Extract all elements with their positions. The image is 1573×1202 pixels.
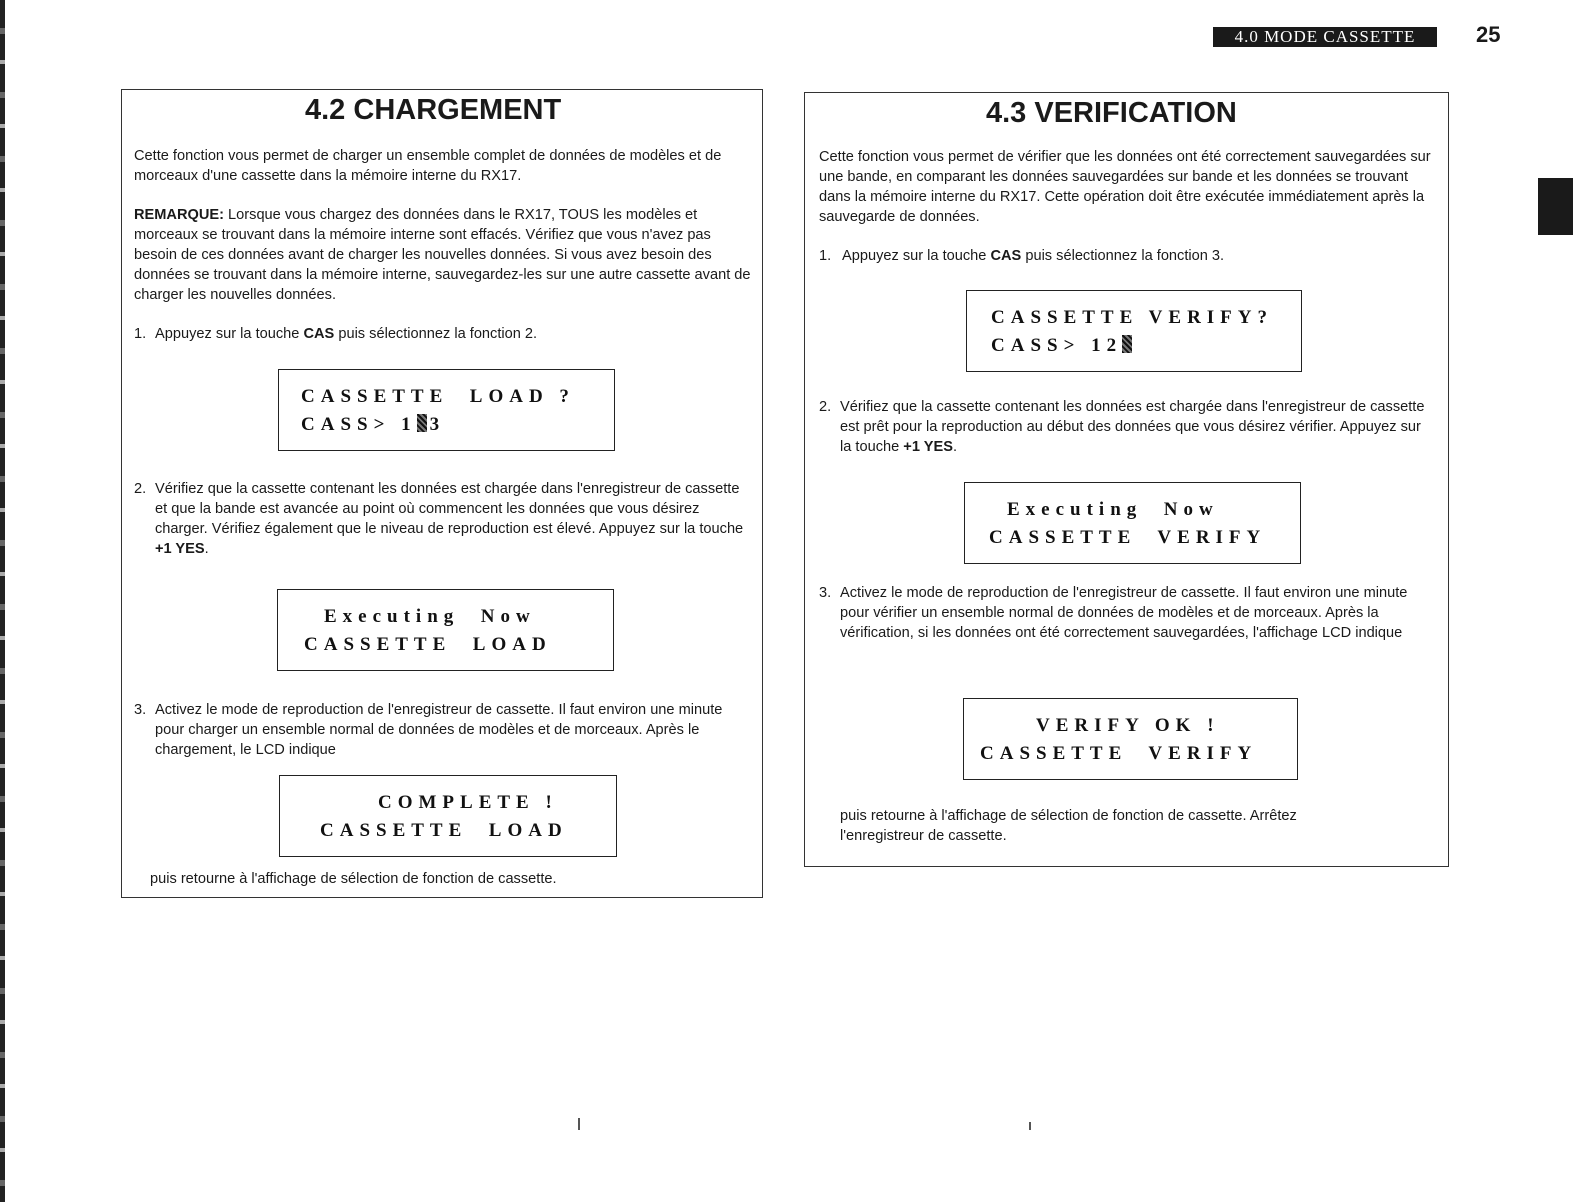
section-header-band: 4.0 MODE CASSETTE [1213, 27, 1437, 47]
remark-label: REMARQUE: [134, 207, 224, 223]
verification-title: 4.3 VERIFICATION [986, 97, 1237, 129]
lcd-executing-load [277, 589, 614, 671]
lcd-complete-load [279, 775, 617, 857]
page-number: 25 [1476, 22, 1501, 47]
lcd-cassette-load-select [278, 369, 615, 451]
lcd-line-1: VERIFY OK ! [1036, 715, 1220, 736]
scan-speck [578, 1118, 580, 1130]
step-text: Activez le mode de reproduction de l'enregistreur de cassette. Il faut environ une minute pour vérifier un ensemble normal de données de modèles et de morceaux. Après la vérification, si les données ont été correctement sauvegardées, l'affichage LCD indique [840, 585, 1408, 641]
lcd-line-1: CASSETTE VERIFY? [991, 307, 1274, 328]
lcd-cursor-icon [1122, 335, 1132, 353]
verification-step-3 [819, 583, 1431, 643]
key-cas: CAS [990, 248, 1022, 264]
verification-outro: puis retourne à l'affichage de sélection de fonction de cassette. Arrêtez l'enregistreur de cassette. [840, 808, 1297, 844]
verification-step-2 [819, 397, 1431, 457]
lcd-executing-verify [964, 482, 1301, 564]
lcd-verify-ok [963, 698, 1298, 780]
step-number: 3. [819, 585, 832, 601]
step-number: 1. [819, 248, 832, 264]
verification-step-1 [819, 246, 1429, 266]
lcd-line-1: Executing Now [324, 606, 536, 627]
verification-intro: Cette fonction vous permet de vérifier que les données ont été correctement sauvegardées sur une bande, en comparant les données sauvegardées sur bande et les données se trouvant dans la mémoire interne du RX17. Cette opération doit être exécutée immédiatement après la sauvegarde de données. [819, 149, 1431, 225]
step-text: Vérifiez que la cassette contenant les données est chargée dans l'enregistreur de cassette et que la bande est avancée au point où commencent les données que vous désirez charger. Vérifiez également que le niveau de reproduction est élevé. Appuyez sur la touche +1 YES. [155, 481, 744, 557]
lcd-line-1: Executing Now [1007, 499, 1219, 520]
key-cas: CAS [303, 326, 335, 342]
step-text: Activez le mode de reproduction de l'enregistreur de cassette. Il faut environ une minute pour charger un ensemble normal de données de modèles et de morceaux. Après le chargement, le LCD indique [155, 702, 723, 758]
lcd-line-1: CASSETTE LOAD ? [301, 386, 575, 407]
chargement-title: 4.2 CHARGEMENT [305, 94, 562, 126]
lcd-line-2: CASSETTE VERIFY [980, 743, 1258, 764]
step-text: Vérifiez que la cassette contenant les données est chargée dans l'enregistreur de cassette est prêt pour la reproduction au début des données que vous désirez vérifier. Appuyez sur la touche +1 YES. [840, 399, 1425, 455]
chargement-step-2 [134, 479, 746, 559]
lcd-line-1: COMPLETE ! [378, 792, 558, 813]
chargement-remark [134, 205, 752, 305]
lcd-line-2: CASSETTE VERIFY [989, 527, 1267, 548]
scan-speck [1029, 1122, 1031, 1130]
lcd-line-2: CASS> 1 3 [301, 414, 446, 435]
lcd-cassette-verify-select [966, 290, 1302, 372]
chargement-step-1 [134, 324, 744, 344]
step-text: Appuyez sur la touche CAS puis sélectionnez la fonction 2. [155, 326, 538, 342]
chargement-intro: Cette fonction vous permet de charger un ensemble complet de données de modèles et de morceaux d'une cassette dans la mémoire interne du RX17. [134, 148, 722, 184]
step-text: Appuyez sur la touche CAS puis sélectionnez la fonction 3. [842, 248, 1225, 264]
step-number: 1. [134, 326, 147, 342]
step-number: 2. [819, 399, 832, 415]
lcd-line-2: CASSETTE LOAD [304, 634, 552, 655]
step-number: 3. [134, 702, 147, 718]
key-yes: +1 YES [903, 439, 953, 455]
thumb-index-tab [1538, 178, 1573, 235]
key-yes: +1 YES [155, 541, 205, 557]
step-number: 2. [134, 481, 147, 497]
chargement-step-3 [134, 700, 746, 760]
lcd-cursor-icon [417, 414, 427, 432]
chargement-outro: puis retourne à l'affichage de sélection de fonction de cassette. [150, 871, 557, 887]
remark-text: Lorsque vous chargez des données dans le RX17, TOUS les modèles et morceaux se trouvant dans la mémoire interne sont effacés. Vérifiez que vous n'avez pas besoin de ces données avant de charger les nouvelles données. Si vous avez besoin des données se trouvant dans la mémoire interne, sauvegardez-les sur une autre cassette avant de charger les nouvelles données. [134, 207, 751, 303]
lcd-line-2: CASSETTE LOAD [320, 820, 568, 841]
lcd-line-2: CASS> 12 [991, 335, 1135, 357]
scan-binding-edge [0, 0, 5, 1202]
